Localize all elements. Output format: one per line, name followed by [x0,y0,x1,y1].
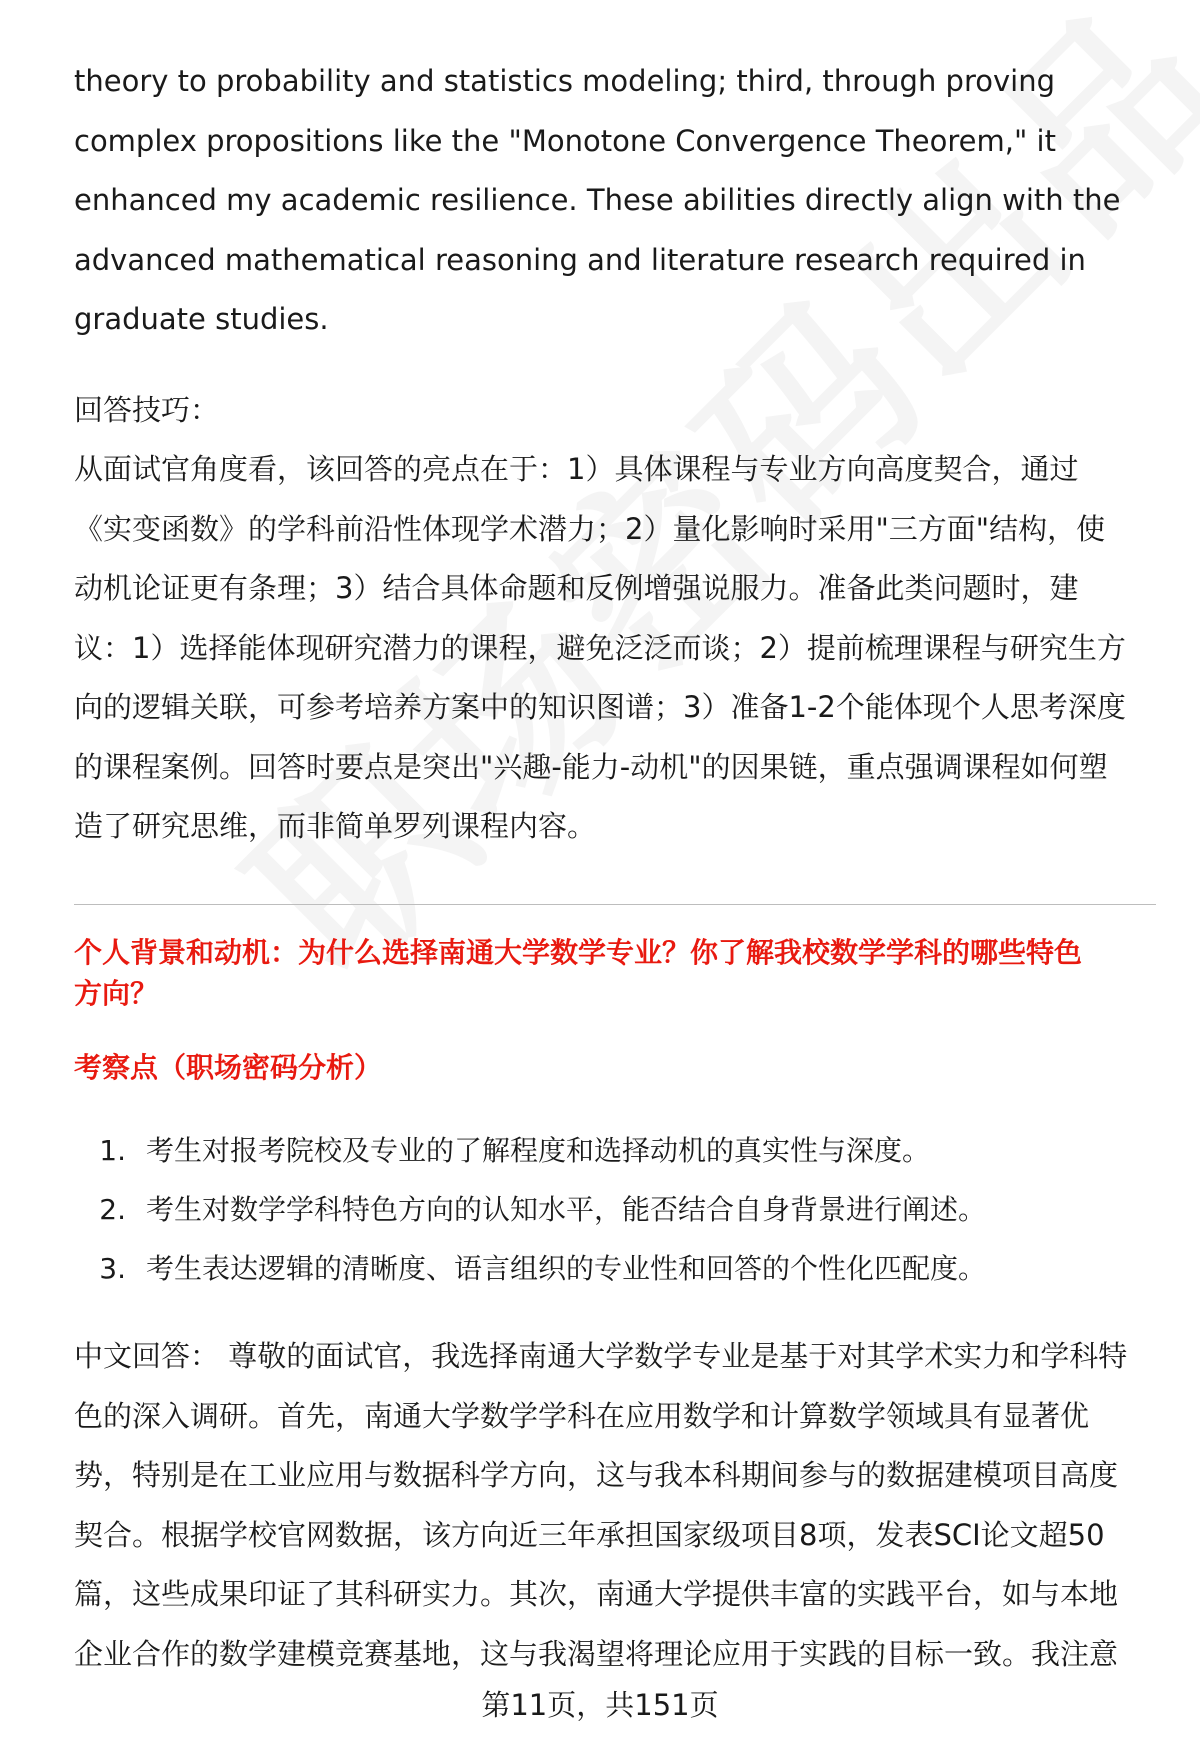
text-line: 从面试官角度看，该回答的亮点在于：1）具体课程与专业方向高度契合，通过 [74,452,1079,486]
text-line: 议：1）选择能体现研究潜力的课程，避免泛泛而谈；2）提前梳理课程与研究生方 [74,630,1126,665]
text-line: 契合。根据学校官网数据，该方向近三年承担国家级项目8项，发表SCI论文超50 [74,1517,1105,1552]
list-number: 3. [99,1252,126,1285]
analysis-list [74,1121,1156,1298]
text-line: 《实变函数》的学科前沿性体现学术潜力；2）量化影响时采用"三方面"结构，使 [74,511,1106,546]
text-line: 向的逻辑关联，可参考培养方案中的知识图谱；3）准备1-2个能体现个人思考深度 [74,690,1126,724]
text-line: advanced mathematical reasoning and literature research required in [74,242,1086,277]
list-text: 考生表达逻辑的清晰度、语言组织的专业性和回答的个性化匹配度。 [146,1252,987,1285]
list-number: 1. [99,1134,126,1167]
page-number: 第11页，共151页 [481,1688,719,1722]
list-item [74,1121,1156,1180]
section-divider [74,904,1156,905]
question-heading [74,932,1156,1014]
text-line: graduate studies. [74,302,329,336]
list-item [74,1180,1156,1239]
text-line: 造了研究思维，而非简单罗列课程内容。 [74,809,597,843]
text-line: 势，特别是在工业应用与数据科学方向，这与我本科期间参与的数据建模项目高度 [74,1458,1119,1492]
list-item [74,1239,1156,1298]
tips-label: 回答技巧： [74,392,220,427]
tips-paragraph [74,440,1156,857]
text-line: complex propositions like the "Monotone Convergence Theorem," it [74,123,1056,158]
text-line: 企业合作的数学建模竞赛基地，这与我渴望将理论应用于实践的目标一致。我注意 [74,1636,1119,1671]
text-line: 中文回答： 尊敬的面试官，我选择南通大学数学专业是基于对其学术实力和学科特 [74,1339,1128,1373]
text-line: 的课程案例。回答时要点是突出"兴趣-能力-动机"的因果链，重点强调课程如何塑 [74,749,1108,784]
list-number: 2. [99,1193,126,1226]
question-title-line: 个人背景和动机：为什么选择南通大学数学专业？你了解我校数学学科的哪些特色 [74,936,1083,969]
text-line: 色的深入调研。首先，南通大学数学学科在应用数学和计算数学领域具有显著优 [74,1398,1090,1433]
english-answer-continuation [74,52,1156,857]
text-line: theory to probability and statistics modeling; third, through proving [74,64,1055,98]
question-title-line: 方向？ [74,977,159,1010]
text-line: 篇，这些成果印证了其科研实力。其次，南通大学提供丰富的实践平台，如与本地 [74,1577,1119,1611]
text-line: enhanced my academic resilience. These abilities directly align with the [74,183,1121,217]
analysis-heading: 考察点（职场密码分析） [74,1051,383,1084]
chinese-answer [74,1327,1156,1684]
list-text: 考生对数学学科特色方向的认知水平，能否结合自身背景进行阐述。 [146,1193,987,1226]
list-text: 考生对报考院校及专业的了解程度和选择动机的真实性与深度。 [146,1134,931,1167]
text-line: 动机论证更有条理；3）结合具体命题和反例增强说服力。准备此类问题时，建 [74,571,1079,605]
